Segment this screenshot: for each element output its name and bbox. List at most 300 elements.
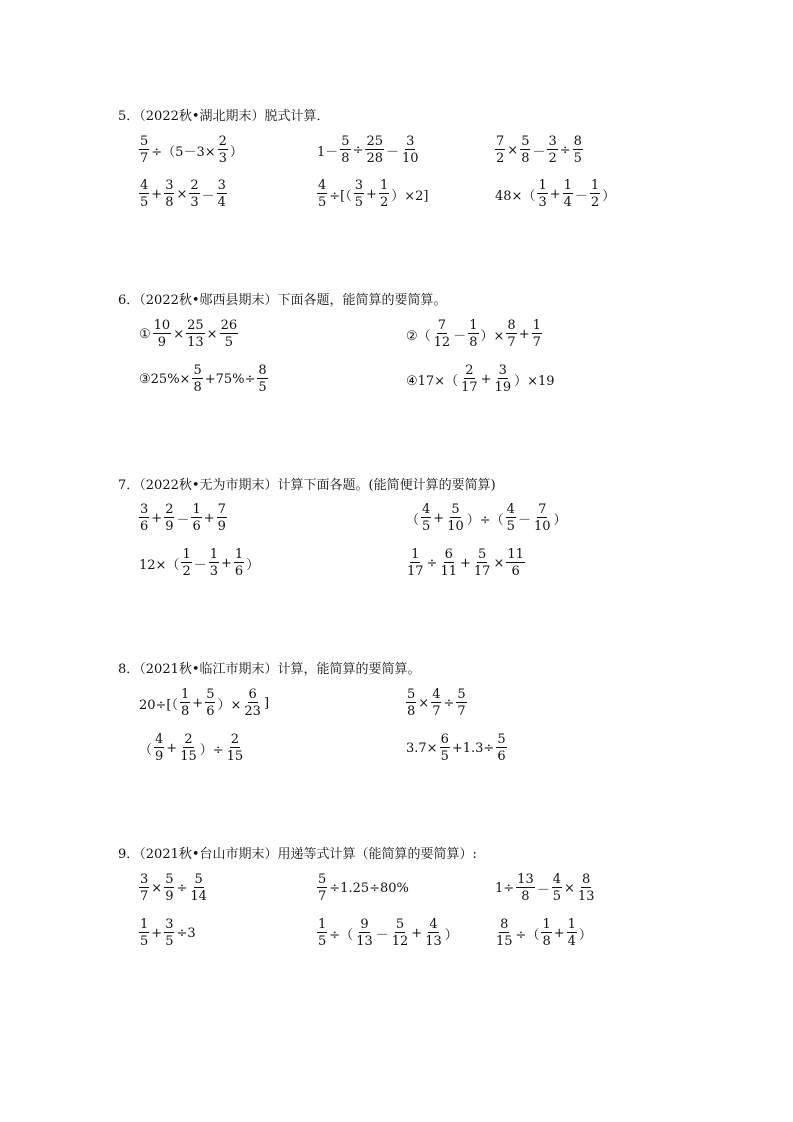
fraction bbox=[355, 918, 374, 948]
denominator: 5 bbox=[573, 151, 582, 166]
fraction bbox=[139, 873, 149, 903]
denominator: 9 bbox=[157, 335, 167, 350]
denominator: 6 bbox=[234, 564, 244, 579]
expression bbox=[316, 873, 410, 903]
expression-text: ÷1.25÷80% bbox=[329, 880, 409, 896]
denominator: 7 bbox=[457, 704, 466, 719]
numerator: 7 bbox=[496, 134, 505, 149]
numerator: 9 bbox=[360, 917, 369, 932]
problem-heading: 8．（2021秋•临江市期末）计算，能简算的要简算。 bbox=[118, 662, 421, 677]
numerator: 3 bbox=[548, 134, 557, 149]
numerator: 7 bbox=[437, 318, 447, 333]
expression-text: ÷3 bbox=[176, 925, 196, 941]
fraction bbox=[547, 135, 557, 165]
numerator: 5 bbox=[478, 547, 487, 562]
denominator: 5 bbox=[354, 195, 364, 210]
numerator: 7 bbox=[217, 502, 226, 517]
expression bbox=[405, 688, 468, 718]
denominator: 3 bbox=[190, 195, 199, 210]
denominator: 14 bbox=[190, 889, 207, 904]
numerator: 3 bbox=[165, 178, 174, 193]
expression bbox=[494, 918, 593, 948]
numerator: 1 bbox=[182, 547, 191, 562]
expression-text: ） bbox=[246, 557, 260, 573]
fraction bbox=[181, 548, 191, 578]
fraction bbox=[537, 179, 547, 209]
expression bbox=[138, 319, 239, 349]
fraction bbox=[226, 733, 245, 763]
fraction bbox=[468, 319, 478, 349]
denominator: 5 bbox=[224, 335, 233, 350]
fraction bbox=[164, 503, 174, 533]
fraction bbox=[406, 548, 425, 578]
expression-text: ）× bbox=[480, 328, 505, 344]
fraction bbox=[180, 688, 190, 718]
fraction bbox=[439, 548, 458, 578]
numerator: 5 bbox=[497, 732, 506, 747]
fraction bbox=[573, 135, 583, 165]
expression-text: + bbox=[480, 371, 492, 387]
expression-text: × bbox=[493, 555, 505, 571]
expression-text: + bbox=[460, 555, 471, 571]
fraction bbox=[563, 179, 573, 209]
numerator: 8 bbox=[258, 363, 267, 378]
numerator: 1 bbox=[209, 547, 219, 562]
denominator: 8 bbox=[469, 335, 478, 350]
expression bbox=[405, 548, 526, 578]
denominator: 8 bbox=[193, 380, 202, 395]
numerator: 1 bbox=[469, 318, 478, 333]
fraction bbox=[164, 179, 174, 209]
fraction bbox=[317, 179, 327, 209]
expression-text: － bbox=[193, 557, 207, 573]
numerator: 1 bbox=[379, 178, 389, 193]
expression-text: + bbox=[221, 555, 232, 571]
expression-text: + bbox=[151, 510, 163, 526]
numerator: 1 bbox=[318, 917, 327, 932]
expression-text: － bbox=[375, 927, 389, 943]
expression-text: ）÷（ bbox=[466, 512, 504, 528]
numerator: 25 bbox=[366, 134, 384, 149]
denominator: 9 bbox=[217, 519, 226, 534]
expression-text: － bbox=[532, 144, 546, 160]
expression-text: ）×2] bbox=[391, 188, 429, 204]
fraction bbox=[379, 179, 389, 209]
expression-text: － bbox=[176, 512, 190, 528]
numerator: 5 bbox=[451, 502, 460, 517]
expression bbox=[405, 319, 543, 349]
expression bbox=[405, 503, 568, 533]
fraction bbox=[179, 733, 198, 763]
numerator: 4 bbox=[140, 178, 149, 193]
denominator: 8 bbox=[341, 151, 350, 166]
numerator: 1 bbox=[567, 917, 576, 932]
fraction bbox=[189, 873, 208, 903]
expression bbox=[138, 873, 209, 903]
problem-heading: 5．（2022秋•湖北期末）脱式计算． bbox=[118, 109, 330, 124]
fraction bbox=[139, 135, 149, 165]
expression-text: × bbox=[564, 880, 575, 896]
fraction bbox=[340, 135, 350, 165]
expression bbox=[138, 503, 228, 533]
denominator: 12 bbox=[433, 335, 451, 350]
expression-text: ②（ bbox=[406, 328, 431, 344]
denominator: 2 bbox=[496, 151, 505, 166]
numerator: 4 bbox=[155, 732, 164, 747]
numerator: 1 bbox=[234, 547, 244, 562]
numerator: 8 bbox=[573, 134, 582, 149]
numerator: 1 bbox=[181, 687, 190, 702]
numerator: 4 bbox=[552, 872, 562, 887]
expression-text: 3.7× bbox=[406, 740, 438, 756]
expression-text: ④17×（ bbox=[406, 373, 459, 389]
denominator: 8 bbox=[521, 889, 530, 904]
denominator: 15 bbox=[226, 749, 244, 764]
denominator: 8 bbox=[165, 195, 174, 210]
numerator: 8 bbox=[500, 917, 509, 932]
expression-text: × bbox=[206, 326, 218, 342]
expression-text: （ bbox=[139, 742, 153, 758]
expression bbox=[316, 135, 421, 165]
denominator: 7 bbox=[532, 335, 541, 350]
expression bbox=[494, 135, 584, 165]
fraction bbox=[431, 688, 441, 718]
fraction bbox=[401, 135, 420, 165]
denominator: 7 bbox=[318, 889, 327, 904]
fraction bbox=[186, 319, 205, 349]
denominator: 6 bbox=[192, 519, 201, 534]
expression bbox=[494, 179, 616, 209]
numerator: 1 bbox=[542, 917, 551, 932]
numerator: 3 bbox=[498, 363, 507, 378]
fraction bbox=[516, 873, 535, 903]
numerator: 2 bbox=[230, 732, 240, 747]
expression-text: － bbox=[536, 882, 550, 898]
fraction bbox=[154, 733, 164, 763]
fraction bbox=[541, 918, 551, 948]
numerator: 3 bbox=[354, 178, 364, 193]
expression-text: ① bbox=[139, 326, 151, 342]
expression-text: × bbox=[418, 695, 430, 711]
numerator: 6 bbox=[444, 547, 453, 562]
numerator: 10 bbox=[153, 318, 171, 333]
fraction bbox=[424, 918, 443, 948]
expression-text: ÷（ bbox=[515, 927, 540, 943]
expression-text: 20÷[（ bbox=[139, 697, 179, 713]
expression bbox=[316, 179, 429, 209]
denominator: 15 bbox=[180, 749, 197, 764]
fraction bbox=[590, 179, 600, 209]
fraction bbox=[567, 918, 577, 948]
denominator: 8 bbox=[407, 704, 416, 719]
fraction bbox=[189, 179, 199, 209]
denominator: 19 bbox=[494, 380, 512, 395]
problem-heading: 6．（2022秋•郧西县期末）下面各题，能简算的要简算。 bbox=[118, 293, 447, 308]
fraction bbox=[473, 548, 492, 578]
fraction bbox=[532, 319, 542, 349]
numerator: 4 bbox=[432, 687, 441, 702]
numerator: 5 bbox=[407, 687, 416, 702]
numerator: 4 bbox=[506, 502, 515, 517]
fraction bbox=[456, 688, 466, 718]
fraction bbox=[317, 873, 327, 903]
fraction bbox=[460, 364, 479, 394]
denominator: 8 bbox=[542, 934, 551, 949]
denominator: 5 bbox=[552, 889, 562, 904]
numerator: 5 bbox=[318, 872, 327, 887]
expression bbox=[138, 688, 270, 718]
expression-text: － bbox=[201, 188, 215, 204]
denominator: 9 bbox=[155, 749, 164, 764]
expression-text: ] bbox=[263, 695, 270, 711]
numerator: 3 bbox=[165, 917, 174, 932]
denominator: 5 bbox=[140, 195, 149, 210]
expression bbox=[138, 364, 269, 394]
expression-text: + bbox=[366, 186, 377, 202]
fraction bbox=[139, 179, 149, 209]
expression-text: 1÷ bbox=[495, 880, 515, 896]
expression-text: ÷[（ bbox=[329, 188, 352, 204]
denominator: 3 bbox=[209, 564, 219, 579]
denominator: 12 bbox=[391, 934, 409, 949]
numerator: 1 bbox=[140, 917, 149, 932]
problem-heading: 7．（2022秋•无为市期末）计算下面各题。(能简便计算的要简算) bbox=[118, 478, 496, 493]
denominator: 4 bbox=[217, 195, 226, 210]
expression-text: 12×（ bbox=[139, 557, 180, 573]
numerator: 2 bbox=[465, 363, 474, 378]
denominator: 10 bbox=[533, 519, 551, 534]
expression-text: ÷（5－3× bbox=[151, 144, 216, 160]
denominator: 13 bbox=[425, 934, 442, 949]
denominator: 7 bbox=[140, 889, 149, 904]
numerator: 3 bbox=[217, 178, 226, 193]
numerator: 5 bbox=[521, 134, 530, 149]
fraction bbox=[494, 364, 513, 394]
numerator: 8 bbox=[507, 318, 516, 333]
numerator: 5 bbox=[194, 872, 203, 887]
expression-text: ③25%× bbox=[139, 371, 191, 387]
expression-text: + bbox=[151, 186, 163, 202]
fraction bbox=[139, 918, 149, 948]
expression-text: ）×19 bbox=[514, 373, 555, 389]
numerator: 1 bbox=[538, 178, 547, 193]
expression bbox=[494, 873, 596, 903]
denominator: 9 bbox=[165, 889, 174, 904]
fraction bbox=[234, 548, 244, 578]
expression-text: － bbox=[574, 188, 588, 204]
numerator: 4 bbox=[318, 178, 327, 193]
expression-text: ） bbox=[553, 512, 567, 528]
expression-text: × bbox=[176, 186, 188, 202]
fraction bbox=[192, 364, 202, 394]
fraction bbox=[220, 319, 239, 349]
fraction bbox=[433, 319, 452, 349]
expression-text: + bbox=[549, 186, 561, 202]
expression-text: + bbox=[433, 510, 445, 526]
denominator: 28 bbox=[366, 151, 384, 166]
fraction bbox=[257, 364, 267, 394]
expression-text: （ bbox=[406, 512, 420, 528]
fraction bbox=[406, 688, 416, 718]
denominator: 7 bbox=[432, 704, 441, 719]
numerator: 25 bbox=[187, 318, 204, 333]
denominator: 5 bbox=[440, 749, 449, 764]
fraction bbox=[153, 319, 172, 349]
numerator: 26 bbox=[220, 318, 238, 333]
expression bbox=[405, 364, 556, 394]
expression-text: + bbox=[192, 695, 204, 711]
fraction bbox=[495, 135, 505, 165]
denominator: 13 bbox=[356, 934, 373, 949]
expression bbox=[138, 179, 228, 209]
fraction bbox=[139, 503, 149, 533]
fraction bbox=[496, 733, 506, 763]
denominator: 5 bbox=[258, 380, 267, 395]
expression-text: 48×（ bbox=[495, 188, 536, 204]
numerator: 5 bbox=[193, 363, 202, 378]
expression-text: ÷ bbox=[559, 142, 571, 158]
fraction bbox=[391, 918, 410, 948]
numerator: 1 bbox=[532, 318, 541, 333]
denominator: 17 bbox=[461, 380, 478, 395]
numerator: 4 bbox=[422, 502, 431, 517]
numerator: 5 bbox=[140, 134, 149, 149]
denominator: 6 bbox=[206, 704, 215, 719]
numerator: 3 bbox=[140, 872, 149, 887]
fraction bbox=[218, 135, 228, 165]
numerator: 5 bbox=[457, 687, 466, 702]
fraction bbox=[243, 688, 262, 718]
fraction bbox=[217, 503, 227, 533]
fraction bbox=[365, 135, 384, 165]
expression-text: × bbox=[173, 326, 185, 342]
fraction bbox=[164, 873, 174, 903]
expression-text: + bbox=[411, 925, 423, 941]
denominator: 17 bbox=[407, 564, 424, 579]
expression-text: + bbox=[203, 510, 215, 526]
denominator: 15 bbox=[496, 934, 513, 949]
denominator: 5 bbox=[165, 934, 174, 949]
expression bbox=[138, 135, 244, 165]
numerator: 5 bbox=[395, 917, 405, 932]
numerator: 6 bbox=[440, 732, 449, 747]
numerator: 1 bbox=[411, 547, 420, 562]
fraction bbox=[354, 179, 364, 209]
fraction bbox=[317, 918, 327, 948]
expression-text: × bbox=[507, 142, 519, 158]
expression-text: ÷ bbox=[352, 142, 364, 158]
numerator: 2 bbox=[165, 502, 174, 517]
fraction bbox=[495, 918, 514, 948]
fraction bbox=[506, 503, 516, 533]
expression bbox=[138, 733, 245, 763]
denominator: 7 bbox=[507, 335, 516, 350]
expression-text: ÷ bbox=[443, 695, 455, 711]
expression-text: + bbox=[553, 925, 565, 941]
fraction bbox=[421, 503, 431, 533]
denominator: 13 bbox=[187, 335, 204, 350]
expression-text: ） bbox=[229, 144, 243, 160]
expression bbox=[138, 548, 260, 578]
fraction bbox=[191, 503, 201, 533]
denominator: 5 bbox=[140, 934, 149, 949]
denominator: 13 bbox=[577, 889, 595, 904]
denominator: 3 bbox=[538, 195, 547, 210]
expression-text: ）÷ bbox=[199, 742, 224, 758]
denominator: 2 bbox=[379, 195, 389, 210]
numerator: 3 bbox=[406, 134, 415, 149]
numerator: 1 bbox=[563, 178, 572, 193]
problem-heading: 9．（2021秋•台山市期末）用递等式计算（能简算的要简算）: bbox=[118, 847, 477, 862]
expression-text: +75%÷ bbox=[204, 371, 256, 387]
numerator: 8 bbox=[582, 872, 591, 887]
expression-text: ） bbox=[602, 188, 616, 204]
expression-text: － bbox=[453, 328, 467, 344]
fraction bbox=[164, 918, 174, 948]
expression bbox=[138, 918, 197, 948]
expression-text: ）× bbox=[217, 697, 242, 713]
expression-text: +1.3÷ bbox=[451, 740, 495, 756]
fraction bbox=[533, 503, 552, 533]
expression-text: + bbox=[166, 740, 178, 756]
numerator: 1 bbox=[590, 178, 600, 193]
denominator: 23 bbox=[244, 704, 261, 719]
numerator: 2 bbox=[190, 178, 199, 193]
denominator: 9 bbox=[165, 519, 174, 534]
numerator: 2 bbox=[184, 732, 193, 747]
denominator: 4 bbox=[563, 195, 572, 210]
expression-text: + bbox=[151, 925, 163, 941]
denominator: 6 bbox=[511, 564, 520, 579]
expression-text: ） bbox=[444, 927, 458, 943]
denominator: 3 bbox=[218, 151, 227, 166]
fraction bbox=[205, 688, 215, 718]
denominator: 17 bbox=[473, 564, 491, 579]
expression-text: 1－ bbox=[317, 144, 339, 160]
denominator: 10 bbox=[402, 151, 419, 166]
denominator: 2 bbox=[548, 151, 557, 166]
fraction bbox=[520, 135, 530, 165]
fraction bbox=[440, 733, 450, 763]
denominator: 4 bbox=[567, 934, 576, 949]
numerator: 1 bbox=[192, 502, 201, 517]
denominator: 6 bbox=[140, 519, 149, 534]
fraction bbox=[446, 503, 465, 533]
expression-text: － bbox=[386, 144, 400, 160]
fraction bbox=[577, 873, 596, 903]
numerator: 5 bbox=[206, 687, 215, 702]
denominator: 11 bbox=[440, 564, 457, 579]
expression-text: × bbox=[151, 880, 163, 896]
denominator: 7 bbox=[140, 151, 149, 166]
fraction bbox=[506, 319, 516, 349]
denominator: 2 bbox=[182, 564, 191, 579]
fraction bbox=[209, 548, 219, 578]
denominator: 10 bbox=[447, 519, 464, 534]
numerator: 6 bbox=[248, 687, 257, 702]
fraction bbox=[552, 873, 562, 903]
numerator: 11 bbox=[507, 547, 524, 562]
denominator: 5 bbox=[422, 519, 431, 534]
numerator: 3 bbox=[140, 502, 149, 517]
numerator: 5 bbox=[165, 872, 174, 887]
expression-text: + bbox=[518, 326, 530, 342]
denominator: 5 bbox=[506, 519, 515, 534]
expression-text: － bbox=[517, 512, 531, 528]
expression-text: ） bbox=[578, 927, 592, 943]
expression-text: ÷（ bbox=[329, 927, 354, 943]
numerator: 7 bbox=[538, 502, 547, 517]
